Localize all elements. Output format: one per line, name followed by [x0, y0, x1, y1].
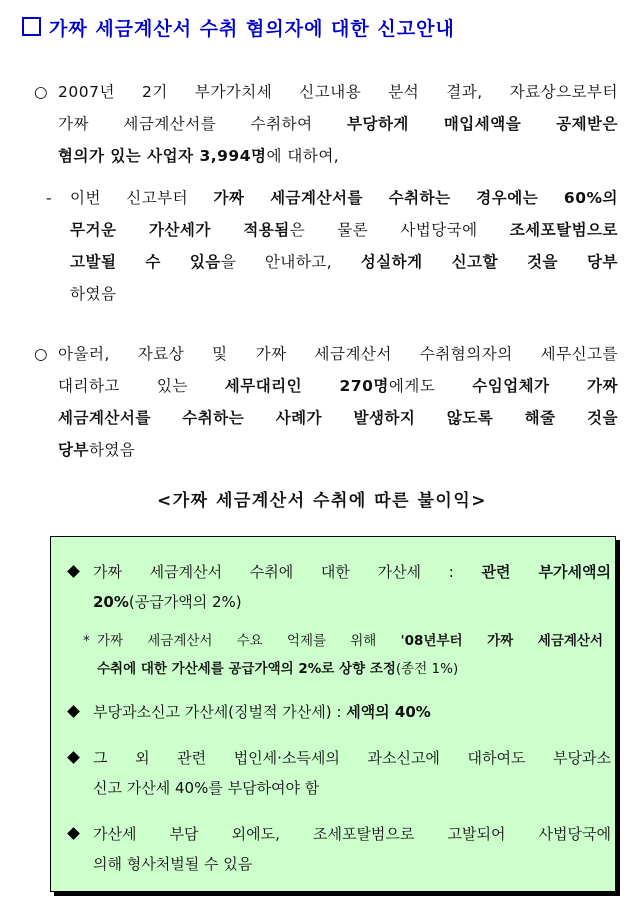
diamond-bullet-icon	[67, 705, 80, 718]
paragraph-2-line-4: 하였음	[70, 285, 117, 303]
penalty-item-3-line-1: 그 외 관련 법인세·소득세의 과소신고에 대하여도 부당과소	[93, 749, 611, 767]
penalty-item-2-line-1: 부당과소신고 가산세(징벌적 가산세) : 세액의 40%	[93, 703, 431, 721]
paragraph-3-marker: ○	[34, 345, 49, 363]
paragraph-1-marker: ○	[34, 83, 49, 101]
section-title	[22, 14, 455, 41]
penalty-item-3-line-2: 신고 가산세 40%를 부담하여야 함	[93, 779, 320, 797]
paragraph-1-line-1: 2007년 2기 부가가치세 신고내용 분석 결과, 자료상으로부터	[58, 83, 618, 101]
penalty-item-4-line-2: 의해 형사처벌될 수 있음	[93, 855, 253, 873]
paragraph-1-line-3: 혐의가 있는 사업자 3,994명에 대하여,	[58, 147, 340, 165]
paragraph-2-line-1: 이번 신고부터 가짜 세금계산서를 수취하는 경우에는 60%의	[70, 189, 618, 207]
paragraph-2-line-3: 고발될 수 있음을 안내하고, 성실하게 신고할 것을 당부	[70, 253, 618, 271]
penalty-note-line-1: 가짜 세금계산서 수요 억제를 위해 '08년부터 가짜 세금계산서	[97, 633, 603, 649]
paragraph-3-line-2: 대리하고 있는 세무대리인 270명에게도 수임업체가 가짜	[58, 377, 618, 395]
paragraph-2-marker: -	[46, 189, 53, 207]
paragraph-1-line-2: 가짜 세금계산서를 수취하여 부당하게 매입세액을 공제받은	[58, 115, 618, 133]
penalty-item-1-line-1: 가짜 세금계산서 수취에 대한 가산세 : 관련 부가세액의	[93, 563, 612, 581]
diamond-bullet-icon	[67, 565, 80, 578]
paragraph-2-line-2: 무거운 가산세가 적용됨은 물론 사법당국에 조세포탈범으로	[70, 221, 618, 239]
diamond-bullet-icon	[67, 827, 80, 840]
subtitle: <가짜 세금계산서 수취에 따른 불이익>	[157, 491, 487, 511]
paragraph-3-line-1: 아울러, 자료상 및 가짜 세금계산서 수취혐의자의 세무신고를	[58, 345, 618, 363]
penalty-item-4-line-1: 가산세 부담 외에도, 조세포탈범으로 고발되어 사법당국에	[93, 825, 611, 843]
penalty-note-line-2: 수취에 대한 가산세를 공급가액의 2%로 상향 조정(종전 1%)	[97, 661, 459, 677]
section-title-text: 가짜 세금계산서 수취 혐의자에 대한 신고안내	[49, 18, 455, 40]
paragraph-2	[70, 182, 618, 310]
penalty-box	[50, 536, 616, 892]
paragraph-3	[58, 338, 618, 466]
checkbox-square-icon	[22, 17, 41, 36]
penalty-item-1-line-2: 20%(공급가액의 2%)	[93, 593, 242, 611]
diamond-bullet-icon	[67, 751, 80, 764]
paragraph-3-line-4: 당부하였음	[58, 441, 136, 459]
note-asterisk: *	[83, 633, 90, 649]
paragraph-1	[58, 76, 618, 172]
paragraph-3-line-3: 세금계산서를 수취하는 사례가 발생하지 않도록 해줄 것을	[58, 409, 618, 427]
